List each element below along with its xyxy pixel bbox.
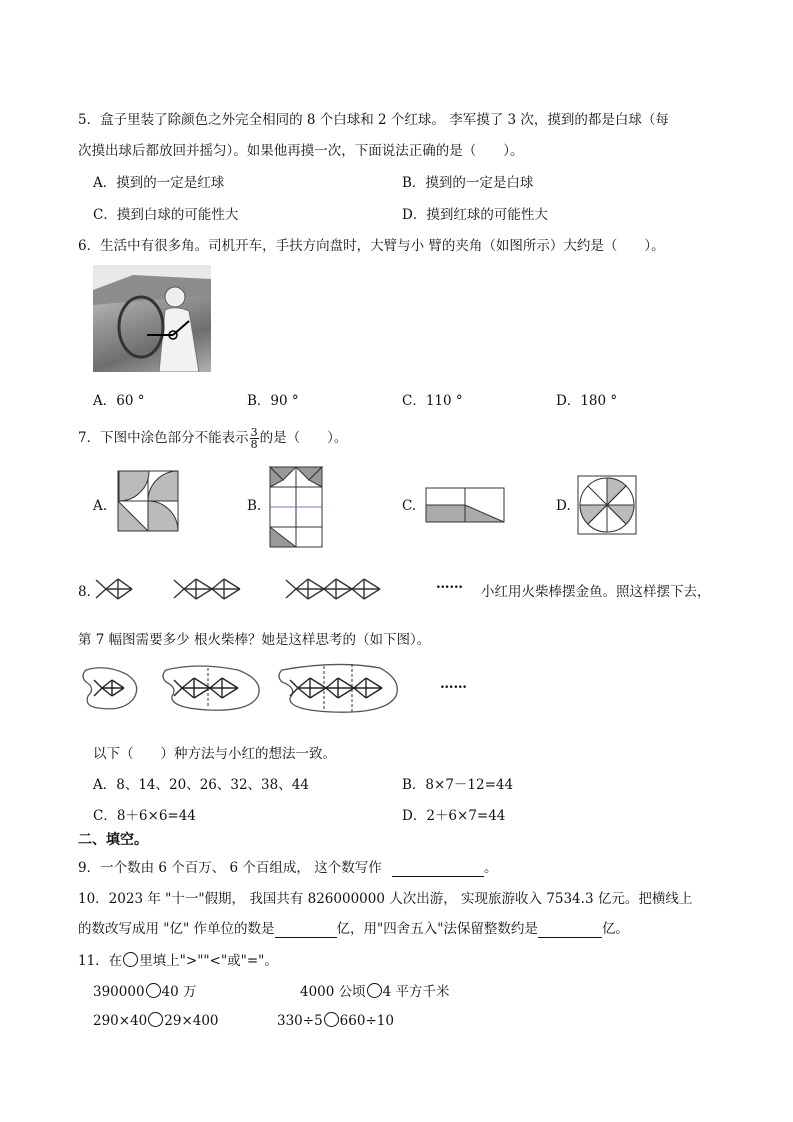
q8-number: 8．	[78, 584, 101, 600]
q5-line2: 次摸出球后都放回并摇匀）。如果他再摸一次，下面说法正确的是（ ）。	[78, 143, 524, 159]
q11-item-3: 290×40 29×400	[93, 1013, 219, 1029]
q7-prefix: 7．下图中涂色部分不能表示	[78, 430, 249, 446]
q6-line1: 6．生活中有很多角。司机开车，手扶方向盘时，大臂与小 臂的夹角（如图所示）大约是（ ）。	[78, 238, 665, 254]
q6-option-a[interactable]: A．60 °	[93, 393, 145, 409]
q10-line2	[78, 917, 629, 938]
q8-option-d[interactable]: D．2＋6×7=44	[402, 808, 506, 824]
q8-option-a[interactable]: A．8、14、20、26、32、38、44	[93, 777, 309, 793]
q7-figure-d	[577, 475, 637, 535]
q11-answer-circle-2[interactable]	[367, 983, 382, 998]
q9-answer-blank[interactable]	[392, 860, 484, 877]
section-title-fill-in: 二、填空。	[78, 832, 148, 848]
q10-text-c: 亿。	[601, 921, 629, 937]
fish-pattern-1	[92, 570, 142, 608]
q9-text: 9．一个数由 6 个百万、 6 个百组成， 这个数写作	[78, 860, 382, 876]
q8-option-b[interactable]: B．8×7－12=44	[402, 777, 514, 793]
q11-prefix: 11．在	[78, 953, 123, 969]
q11-item-1: 390000 40 万	[93, 984, 197, 1000]
compare-circle-icon	[123, 952, 138, 967]
fish-outline-1	[76, 662, 146, 714]
q7-figure-b	[269, 466, 323, 548]
q7-label-c[interactable]: C.	[402, 498, 417, 514]
q8-line3: 以下（ ）种方法与小红的想法一致。	[93, 746, 336, 762]
q8-line1-tail: 小红用火柴棒摆金鱼。照这样摆下去，	[481, 584, 711, 600]
driver-photo	[93, 265, 211, 372]
q10-text-a: 的数改写成用 "亿" 作单位的数是	[78, 921, 275, 937]
q11-answer-circle-1[interactable]	[146, 983, 161, 998]
fish-pattern-3	[282, 570, 402, 608]
q5-option-b[interactable]: B．摸到的一定是白球	[402, 175, 534, 191]
q10-line1: 10．2023 年 "十一"假期， 我国共有 826000000 人次出游， 实现旅游收入 7534.3 亿元。把横线上	[78, 891, 693, 907]
q5-line1: 5．盒子里装了除颜色之外完全相同的 8 个白球和 2 个红球。 李军摸了 3 次，摸到的都是白球（每	[78, 112, 669, 128]
driver-figure	[93, 265, 211, 372]
q10-answer-blank-2[interactable]	[538, 921, 602, 938]
q5-option-a[interactable]: A．摸到的一定是红球	[93, 175, 225, 191]
q11-stem	[78, 949, 278, 969]
q8-line2: 第 7 幅图需要多少 根火柴棒？她是这样思考的（如下图）。	[78, 632, 431, 648]
q10-text-b: 亿，用"四舍五入"法保留整数约是	[336, 921, 538, 937]
q11-suffix: 里填上">""<"或"="。	[139, 953, 278, 969]
q6-option-b[interactable]: B．90 °	[247, 393, 299, 409]
fish-outline-3	[276, 660, 406, 716]
q5-option-d[interactable]: D．摸到红球的可能性大	[402, 207, 548, 223]
fish-pattern-2	[170, 570, 260, 608]
q7-label-d[interactable]: D.	[556, 498, 571, 514]
q9-end: 。	[484, 860, 498, 876]
fraction-3-8: $\frac{3}{8}$	[250, 426, 258, 451]
q11-answer-circle-4[interactable]	[324, 1012, 339, 1027]
q9-line	[78, 856, 498, 877]
q6-option-c[interactable]: C．110 °	[402, 393, 463, 409]
q11-item-4: 330÷5 660÷10	[277, 1013, 394, 1029]
q11-item-2: 4000 公顷 4 平方千米	[300, 984, 450, 1000]
q8-dots: ……	[436, 576, 463, 592]
q7-label-b[interactable]: B.	[247, 498, 262, 514]
q7-suffix: 的是（ ）。	[259, 430, 348, 446]
q6-option-d[interactable]: D．180 °	[556, 393, 618, 409]
q7-figure-c	[425, 487, 505, 523]
q10-answer-blank-1[interactable]	[275, 921, 337, 938]
q8-option-c[interactable]: C．8＋6×6=44	[93, 808, 196, 824]
q11-answer-circle-3[interactable]	[148, 1012, 163, 1027]
q7-label-a[interactable]: A.	[93, 498, 108, 514]
q7-figure-a	[117, 470, 179, 532]
q8-dots-2: ……	[440, 676, 467, 692]
fish-outline-2	[158, 662, 270, 714]
q5-option-c[interactable]: C．摸到白球的可能性大	[93, 207, 239, 223]
q7-stem	[78, 426, 347, 450]
